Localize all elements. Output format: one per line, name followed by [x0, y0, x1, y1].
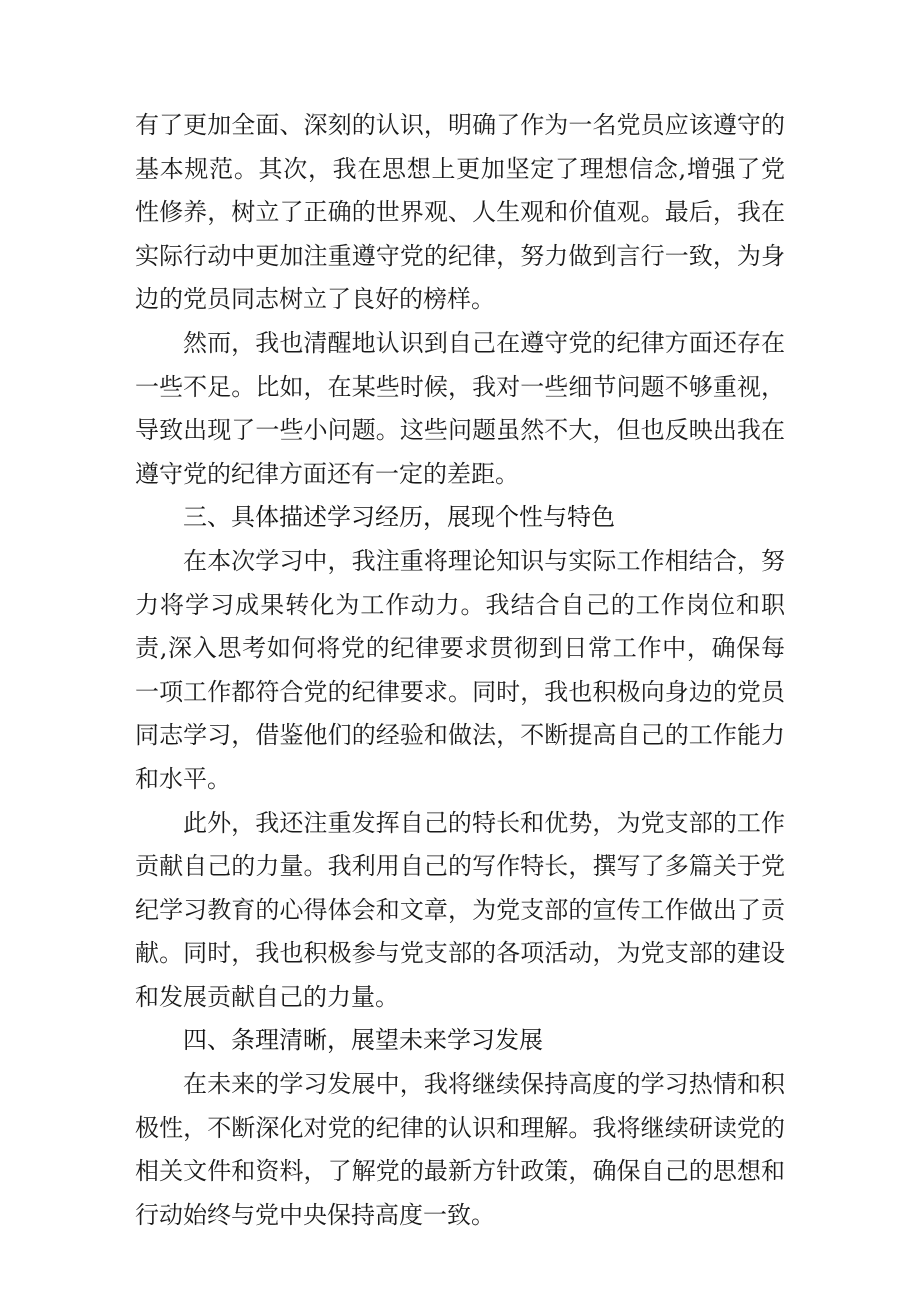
section-heading-three: 三、具体描述学习经历，展现个性与特色 — [183, 503, 615, 532]
paragraph-future: 在未来的学习发展中，我将继续保持高度的学习热情和积极性，不断深化对党的纪律的认识和理解。我将继续研读党的相关文件和资料，了解党的最新方针政策，确保自己的思想和行动始终与党中央保持高度一致。 — [135, 1070, 785, 1229]
paragraph-strengths: 此外，我还注重发挥自己的特长和优势，为党支部的工作贡献自己的力量。我利用自己的写作特长，撰写了多篇关于党纪学习教育的心得体会和文章，为党支部的宣传工作做出了贡献。同时，我也积极参与党支部的各项活动，为党支部的建设和发展贡献自己的力量。 — [135, 808, 785, 1011]
paragraph-learning-experience: 在本次学习中，我注重将理论知识与实际工作相结合，努力将学习成果转化为工作动力。我结合自己的工作岗位和职责,深入思考如何将党的纪律要求贯彻到日常工作中，确保每一项工作都符合党的纪律要求。同时，我也积极向身边的党员同志学习，借鉴他们的经验和做法，不断提高自己的工作能力和水平。 — [135, 546, 785, 793]
document-body — [135, 104, 785, 1237]
paragraph-continuation: 有了更加全面、深刻的认识，明确了作为一名党员应该遵守的基本规范。其次，我在思想上更加坚定了理想信念,增强了党性修养，树立了正确的世界观、人生观和价值观。最后，我在实际行动中更加注重遵守党的纪律，努力做到言行一致，为身边的党员同志树立了良好的榜样。 — [135, 111, 785, 314]
section-heading-four: 四、条理清晰，展望未来学习发展 — [183, 1026, 543, 1055]
paragraph-shortcomings: 然而，我也清醒地认识到自己在遵守党的纪律方面还存在一些不足。比如，在某些时候，我对一些细节问题不够重视，导致出现了一些小问题。这些问题虽然不大，但也反映出我在遵守党的纪律方面还有一定的差距。 — [135, 328, 785, 488]
